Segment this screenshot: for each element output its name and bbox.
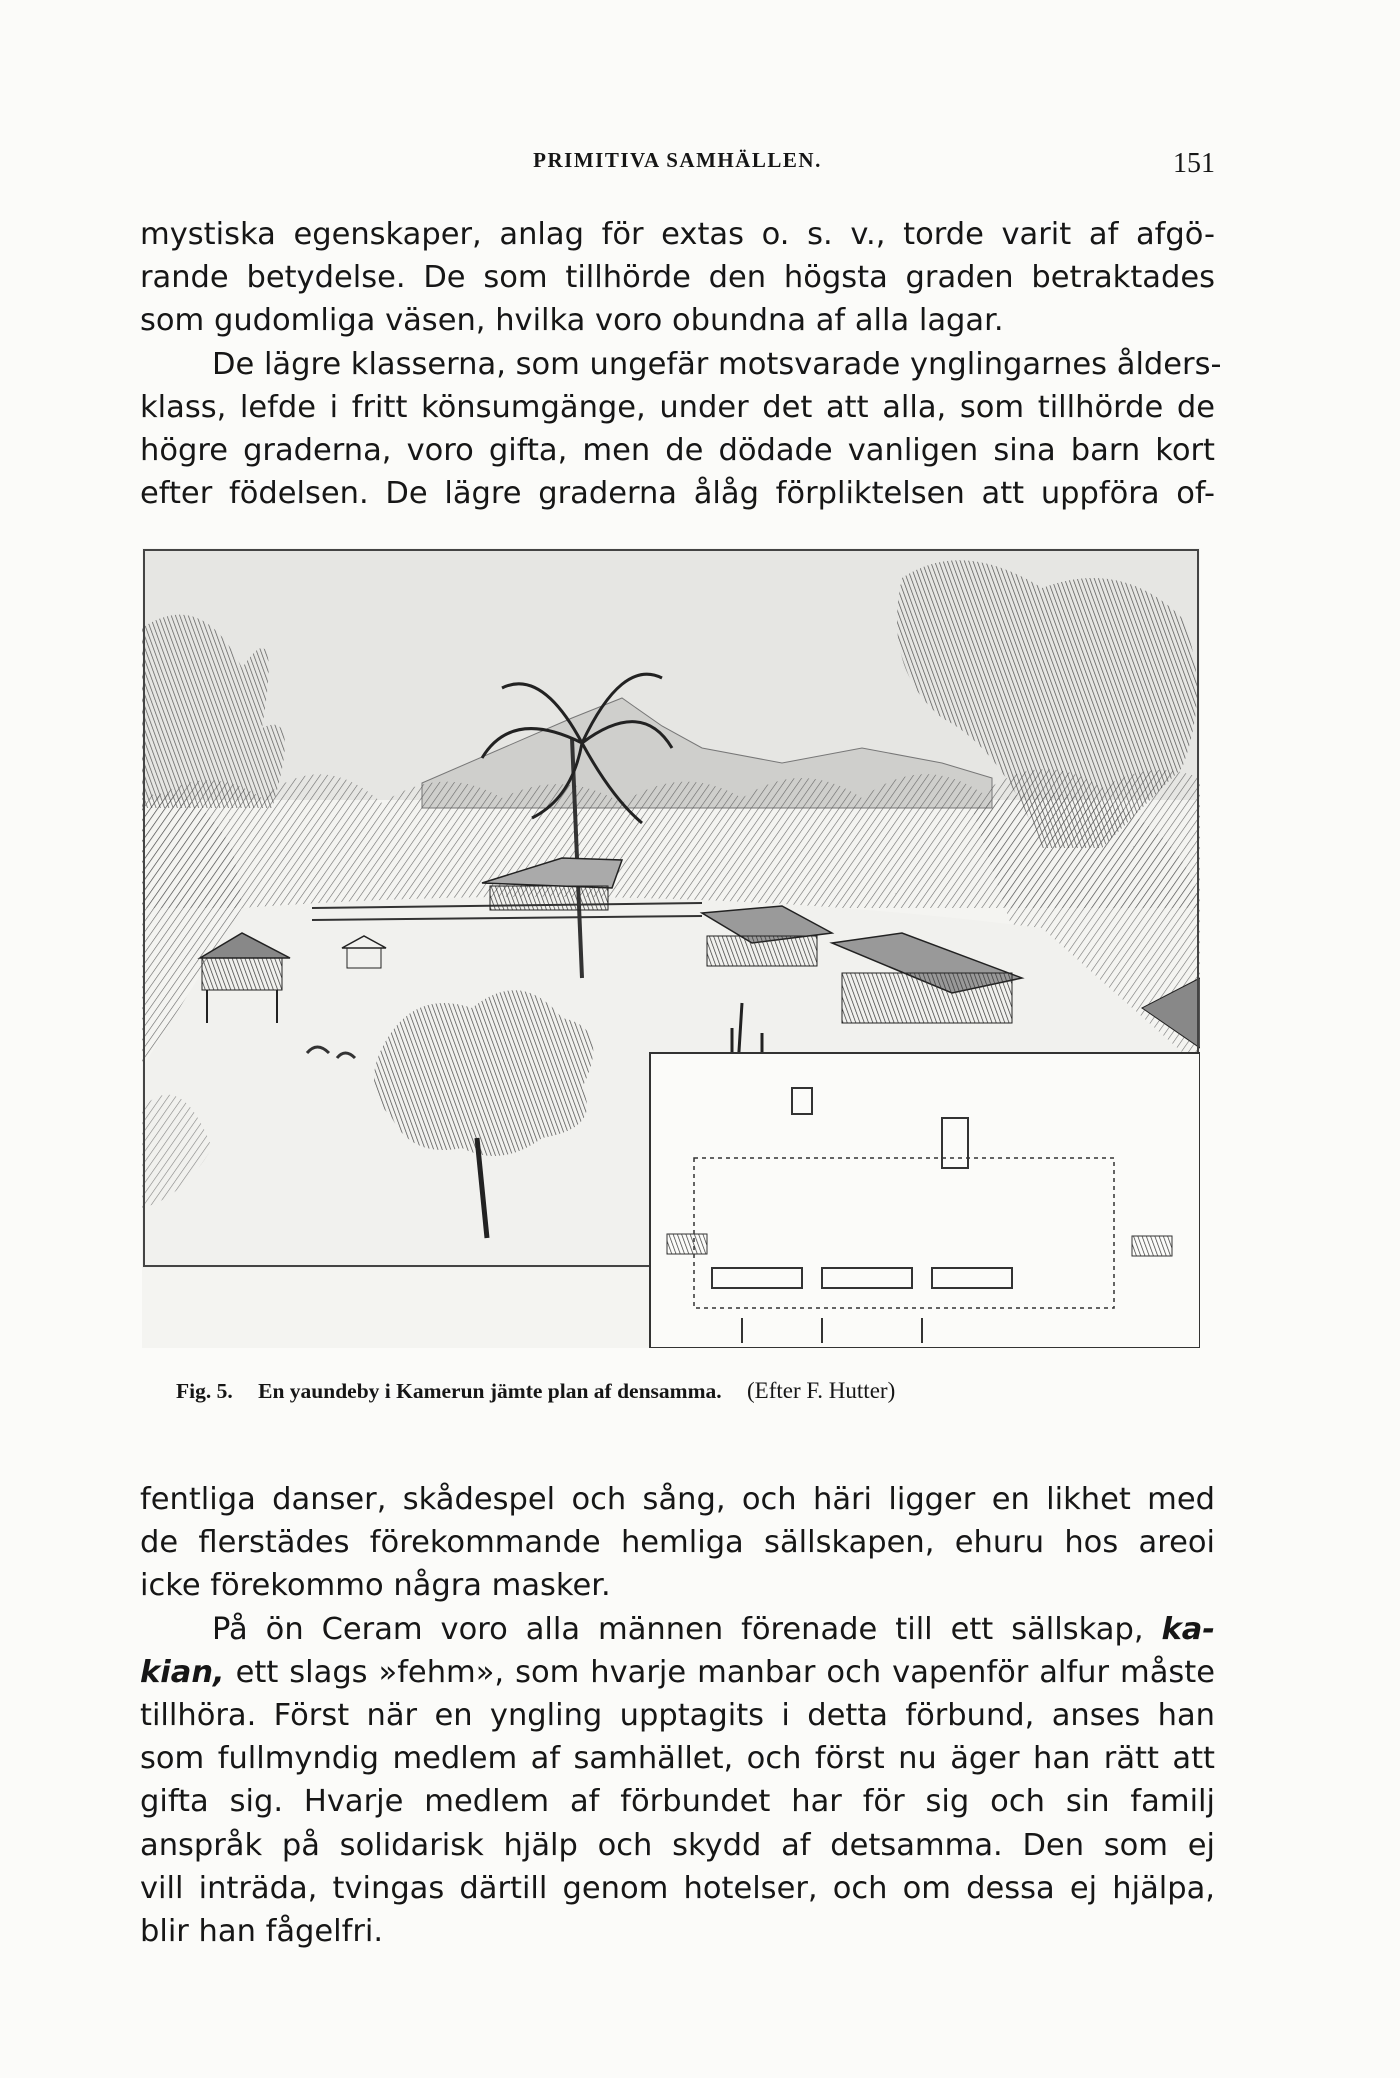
running-head: PRIMITIVA SAMHÄLLEN.	[533, 148, 822, 172]
text-line: högre graderna, voro gifta, men de dödade vanligen sina barn kort	[140, 432, 1215, 468]
figure-label: Fig. 5.	[176, 1379, 233, 1403]
text-line: vill inträda, tvingas därtill genom hotelser, och om dessa ej hjälpa,	[140, 1870, 1215, 1906]
text-line	[140, 1651, 1215, 1694]
top-paragraphs	[140, 213, 1222, 515]
text-line: som fullmyndig medlem af samhället, och först nu äger han rätt att	[140, 1741, 1215, 1777]
text-line: rande betydelse. De som tillhörde den högsta graden betraktades	[140, 260, 1215, 296]
figure-credit: (Efter F. Hutter)	[746, 1378, 896, 1403]
text-line: efter födelsen. De lägre graderna ålåg förpliktelsen att uppföra of-	[140, 476, 1215, 512]
text-line: De lägre klasserna, som ungefär motsvarade ynglingarnes ålders-	[212, 346, 1222, 382]
village-illustration-drawing	[142, 548, 1200, 1348]
text-line	[140, 1608, 1215, 1651]
village-illustration	[142, 548, 1200, 1348]
page-number: 151	[1173, 148, 1215, 179]
text-line: tillhöra. Först när en yngling upptagits i detta förbund, anses han	[140, 1697, 1215, 1733]
text-fragment: ett slags »fehm», som hvarje manbar och vapenför alfur måste	[235, 1654, 1215, 1690]
bottom-paragraphs	[140, 1478, 1215, 1953]
text-fragment: På ön Ceram voro alla männen förenade till ett sällskap,	[212, 1611, 1144, 1647]
text-line: de flerstädes förekommande hemliga sällskapen, ehuru hos areoi	[140, 1525, 1215, 1561]
figure-caption-text: En yaundeby i Kamerun jämte plan af densamma.	[258, 1379, 722, 1403]
figure-caption	[176, 1378, 1176, 1404]
text-line: blir han fågelfri.	[140, 1913, 384, 1949]
text-line: icke förekommo några masker.	[140, 1568, 611, 1604]
text-line: fentliga danser, skådespel och sång, och häri ligger en likhet med	[140, 1482, 1215, 1517]
text-line: som gudomliga väsen, hvilka voro obundna af alla lagar.	[140, 303, 1004, 339]
text-line: klass, lefde i fritt könsumgänge, under det att alla, som tillhörde de	[140, 389, 1215, 425]
text-line: gifta sig. Hvarje medlem af förbundet har för sig och sin familj	[140, 1784, 1215, 1820]
page-header	[140, 148, 1215, 188]
italic-term: kian,	[140, 1654, 225, 1690]
text-line: anspråk på solidarisk hjälp och skydd af detsamma. Den som ej	[140, 1827, 1215, 1863]
text-line: mystiska egenskaper, anlag för extas o. s. v., torde varit af afgö-	[140, 217, 1215, 252]
italic-term: ka-	[1161, 1611, 1215, 1647]
